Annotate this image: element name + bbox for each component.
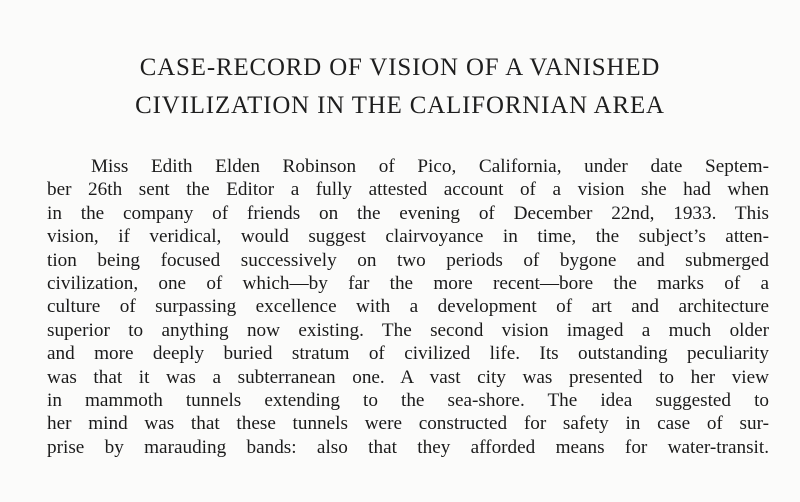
article-body [47, 155, 769, 459]
body-line: in mammoth tunnels extending to the sea-shore. The idea suggested to [47, 389, 769, 411]
body-line: vision, if veridical, would suggest clairvoyance in time, the subject’s atten- [47, 226, 769, 248]
article-title [0, 48, 800, 124]
body-line: civilization, one of which—by far the more recent—bore the marks of a [47, 272, 769, 294]
body-line: and more deeply buried stratum of civilized life. Its outstanding peculiarity [47, 343, 769, 365]
body-line: prise by marauding bands: also that they afforded means for water-transit. [47, 436, 769, 458]
title-line: CIVILIZATION IN THE CALIFORNIAN AREA [135, 90, 665, 119]
body-line: superior to anything now existing. The second vision imaged a much older [47, 319, 769, 341]
body-line: was that it was a subterranean one. A vast city was presented to her view [47, 366, 769, 388]
body-line: Miss Edith Elden Robinson of Pico, California, under date Septem- [91, 156, 769, 177]
body-line: in the company of friends on the evening of December 22nd, 1933. This [47, 202, 769, 224]
body-line: tion being focused successively on two periods of bygone and submerged [47, 249, 769, 271]
title-line: CASE-RECORD OF VISION OF A VANISHED [139, 52, 661, 81]
body-line: her mind was that these tunnels were constructed for safety in case of sur- [47, 413, 769, 435]
body-line: culture of surpassing excellence with a development of art and architecture [47, 296, 769, 318]
body-line: ber 26th sent the Editor a fully attested account of a vision she had when [47, 179, 769, 201]
